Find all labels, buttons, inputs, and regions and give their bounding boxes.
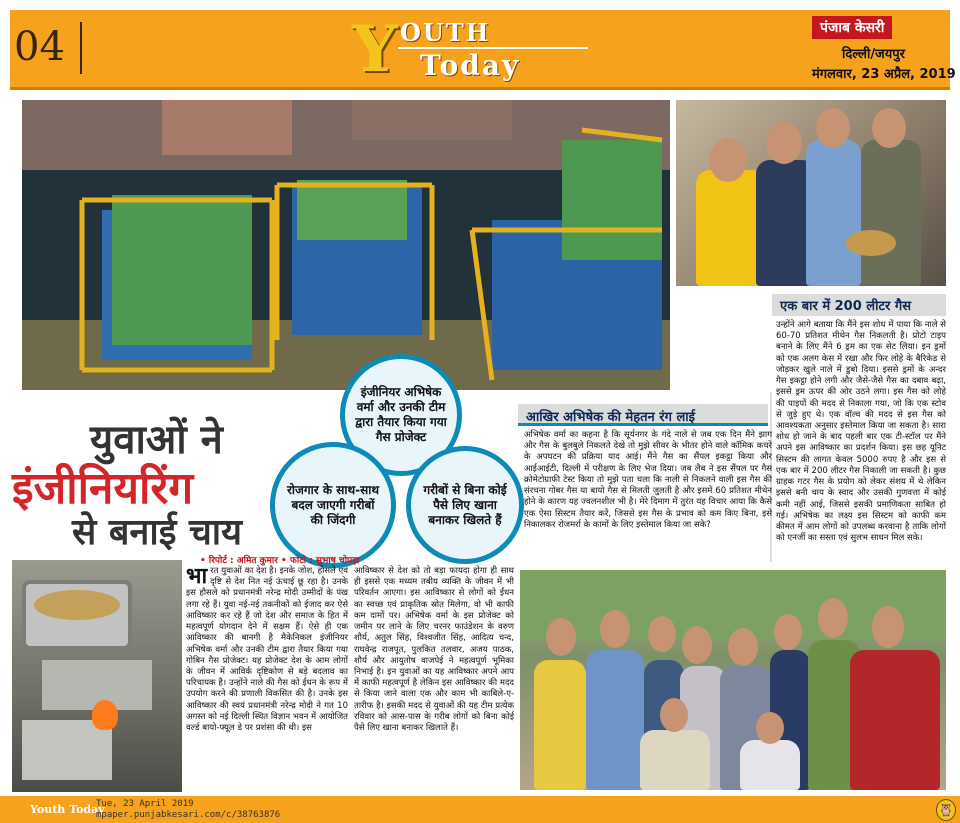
person-head [600,610,630,648]
person-yellow-tshirt [534,660,586,790]
edition-date: मंगलवार, 23 अप्रैल, 2019 [812,67,956,82]
footer-logo: Youth Today [30,803,105,816]
cooking-pot [846,230,896,256]
logo-outh: OUTH [400,18,491,47]
bubble-employment [270,442,396,568]
bubble-free-food-text: गरीबों से बिना कोई पैसे लिए खाना बनाकर खिलते हैं [423,482,507,527]
person-head [872,606,904,648]
pond-scene [22,100,670,390]
pond-gas-drums-photo [22,100,670,390]
article-column-1 [186,566,348,792]
dropcap: भा [186,564,208,589]
footer-url[interactable]: mpaper.punjabkesari.com/c/38763876 [96,810,281,820]
bubble-gas-project-text: इंजीनियर अभिषेक वर्मा और उनकी टीम द्वारा तैयार किया गया गैस प्रोजेक्ट [355,385,447,444]
person-front-kneeling [740,740,800,790]
section-heading-200-litre: एक बार में 200 लीटर गैस [772,294,946,316]
masthead: पंजाब केसरी [812,16,892,39]
page-number: 04 [14,24,65,70]
section-body-200-litre: उन्होंने आगे बताया कि मैंने इस शोध में पाया कि नाले से 60-70 प्रतिशत मीथेन गैस निकलती है। प्रोटो टाइप बनाने के लिए मैंने 6 ड्रम का एक सेट लिया। इन ड्रमों को एक अलग केस में रखा और फिर लोहे के बैरिकेड से जोड़कर खुले नाले में डुबो दिया। इससे ड्रमों के अन्दर गैस इकट्ठा होने लगी और जैसे-जैसे गैस का दबाव बढ़ा, इससे ड्रम ऊपर की ओर उठने लगा। इस गैस को लोहे की पाइपों की मदद से निकाला गया, जो कि एक स्टोव से जुड़े हुए थे। एक वॉल्व की मदद से इस गैस को आवश्यकता अनुसार इस्तेमाल किया जा सकता है। सारा शोध हो जाने के बाद पहली बार एक टी-स्टॉल पर मैंने अपने इस आविष्कार का प्रदर्शन किया। इस छह यूनिट सिस्टम की लागत केवल 5000 रुपए है और इस से एक बार में 200 लीटर गैस निकाली जा सकती है। कुछ ग्राहक गटर गैस के प्रयोग को लेकर संशय में थे लेकिन इससे बनी चाय के स्वाद और उसकी गुणवत्ता में कोई कमी नहीं आई, जिससे इसकी प्रमाणिकता साबित हो गई। अभिषेक का लक्ष्य इस सिस्टम को काफी कम कीमत में आम लोगों को उपलब्ध करवाना है ताकि लोगों को एनर्जी का सस्ता एवं सुलभ साधन मिल सके। [776,320,946,544]
team-group-photo [520,570,946,790]
flame [92,700,118,730]
person-head [546,618,576,656]
person-head [816,108,850,148]
person-front-kneeling [640,730,710,790]
person-check-shirt [861,140,921,286]
person-head [766,122,802,164]
footer-date: Tue, 23 April 2019 [96,799,194,809]
section-body-hard-work: अभिषेक वर्मा का कहना है कि सूर्यनगर के गंदे नाले से जब एक दिन मैंने झाग और गैस के बुलबुले निकलते देखे तो मुझे सीवर के भीतर होने वाले कॉमिक कचरे के अपघटन की प्रक्रिया याद आई। मैंने गैस का सैंपल इकट्ठा किया और आईआईटी, दिल्ली में परीक्षण के लिए भेज दिया। जब लैब ने इस सैंपल पर गैस क्रोमेटोग्राफी टेस्ट किया तो मुझे पता चला कि नाली से निकलने वाली इस गैस की संरचना गोबर गैस या बायो गैस से मिलती जुलती है और इसमें 60 प्रतिशत मीथेन होने के कारण यह ज्वलनशील भी है। मेरे दिमाग में तुरंत यह विचार आया कि कैसे एक ऐसा सिस्टम तैयार करें, जिससे इस गैस के प्रभाव को कम किए बिना, इसे निकालकर रोजमर्रा के कामों के लिए इस्तेमाल किया जा सके? [524,430,772,530]
article-column-2: आविष्कार से देश को तो बड़ा फायदा होगा ही साथ ही इससे एक मध्यम तबीय व्यक्ति के जीवन में भी परिवर्तन आएगा। इस आविष्कार से लोगों को ईंधन का स्वच्छ एवं प्राकृतिक स्रोत मिलेगा, वो भी काफी कम दामों पर। अभिषेक वर्मा के इस प्रोजेक्ट को जमीन पर लाने के लिए चरनर फाउंडेशन के वरुण शौर्य, अतुल सिंह, विश्वजीत सिंह, आदित्य चन्द, राघवेन्द्र राजपूत, पुलकित तलवार, अजय पाठक, शौर्य और आयुतोष वाजपेई ने महत्वपूर्ण भूमिका निभाई है। इन युवाओं का यह आविष्कार अपने आप में काफी महत्वपूर्ण है लेकिन इस आविष्कार की मदद से किया जाने वाला एक और काम भी काबिले-ए-तारीफ है। इसकी मदद से युवाओं की यह टीम प्रत्येक रविवार को आस-पास के गरीब लोगों को बिना कोई पैसे लिए खाना बनाकर खिलाते हैं। [354,566,514,734]
person-blue-shirt [806,140,861,286]
bubble-free-food [406,446,524,564]
article-column-1-text: रत युवाओं का देश है। इनके जोश, हौसले एवं दृष्टि से देश नित नई ऊंचाई छू रहा है। उनके इस हौसले को प्रधानमंत्री नरेन्द्र मोदी उम्मीदों के पंख लगा रहे हैं। युवा नई-नई तकनीकों को ईजाद कर ऐसे आविष्कार कर रहे हैं जो देश और समाज के हित में महत्वपूर्ण योगदान देने में सक्षम हैं। ऐसे ही एक आविष्कार की बानगी है मैकेनिकल इंजीनियर अभिषेक वर्मा और उनकी टीम द्वारा तैयार किया गया गोबिन गैस प्रोजेक्ट। यह प्रोजेक्ट देश के आम लोगों के जीवन में आविर्क दृष्टिकोण से बड़े बदलाव का परिचायक है। उन्होंने नाले की गैस को ईंधन के रूप में उपयोग करने की प्रणाली विकसित की है। उनके इस आविष्कार की स्वयं प्रधानमंत्री नरेन्द्र मोदी ने गत 10 अगस्त को नई दिल्ली स्थित विज्ञान भवन में आयोजित वर्ल्ड बायो-फ्यूल डे पर प्रशंसा की थी। इस [186,566,348,734]
person-head [756,712,784,744]
person-red-hoodie [850,650,940,790]
logo-today: Today [420,49,521,82]
headline-line2: इंजीनियरिंग [12,463,194,514]
person-head [648,616,676,652]
person-head [872,108,906,148]
tea-liquid [34,590,120,620]
boys-cooking-photo [676,100,946,286]
person-head [682,626,712,664]
person-blue-shirt [586,650,644,790]
person-head [728,628,758,666]
logo-initial: Y [352,12,398,87]
owl-icon[interactable]: 🦉 [936,799,956,821]
person-head [774,614,802,650]
gas-stove-pot-photo [12,560,182,792]
edition-city: दिल्ली/जयपुर [842,47,905,62]
page-number-divider [80,22,82,74]
person-head [660,698,688,732]
bubble-employment-text: रोजगार के साथ-साथ बदल जाएगी गरीबों की जिंदगी [286,482,380,527]
headline-line3: से बनाई चाय [72,512,243,553]
section-heading-hard-work: आखिर अभिषेक की मेहतन रंग लाई [518,404,768,426]
byline-credit: • रिपोर्ट : अमित कुमार • फोटो : सुभाष चोपड़ा [200,556,360,566]
person-head [709,138,747,182]
person-head [818,598,848,638]
headline-line1: युवाओं ने [90,417,223,463]
